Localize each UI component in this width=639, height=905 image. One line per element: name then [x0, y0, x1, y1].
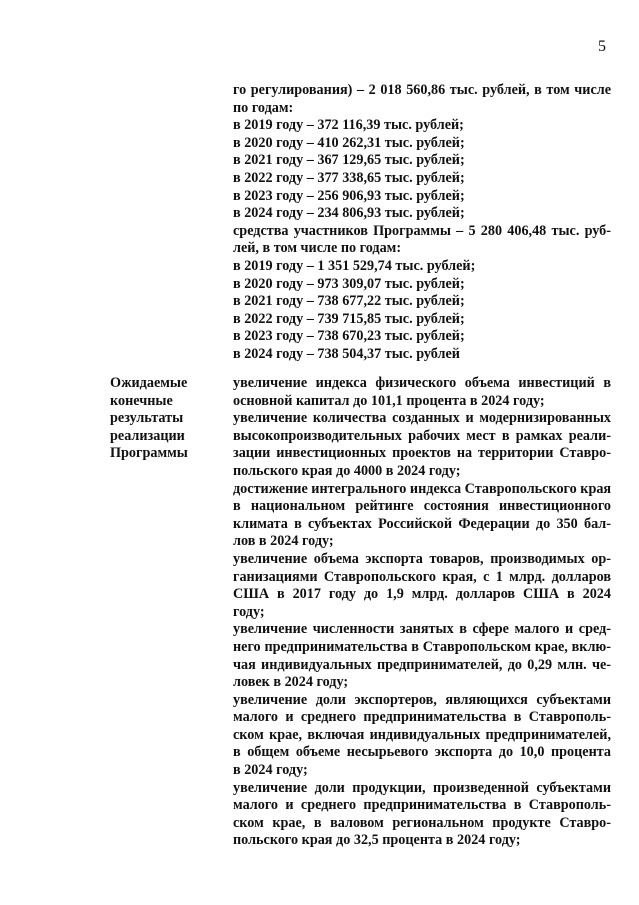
- label-line: реализации: [110, 427, 185, 444]
- text-line: ском крае, в валовом региональном продукте Ставро-: [233, 814, 611, 831]
- text-line: ловек в 2024 году;: [233, 674, 349, 691]
- label-line: результаты: [110, 410, 184, 427]
- text-line: в 2024 году – 234 806,93 тыс. рублей;: [233, 205, 465, 222]
- text-line: основной капитал до 101,1 процента в 2024 году;: [233, 392, 545, 409]
- label-line: конечные: [110, 392, 173, 409]
- text-line: увеличение объема экспорта товаров, производимых ор-: [233, 550, 611, 567]
- text-line: в 2020 году – 973 309,07 тыс. рублей;: [233, 275, 465, 292]
- text-line: него предпринимательства в Ставропольском крае, вклю-: [233, 638, 611, 655]
- text-line: в 2023 году – 256 906,93 тыс. рублей;: [233, 187, 465, 204]
- text-line: увеличение количества созданных и модернизированных: [233, 410, 611, 427]
- text-line: климата в субъектах Российской Федерации до 350 бал-: [233, 515, 611, 532]
- text-line: польского края до 4000 в 2024 году;: [233, 462, 461, 479]
- text-line: в 2022 году – 739 715,85 тыс. рублей;: [233, 310, 465, 327]
- text-line: лей, в том числе по годам:: [233, 240, 402, 257]
- text-line: ском крае, включая индивидуальных предпринимателей,: [233, 726, 611, 743]
- text-line: малого и среднего предпринимательства в Ставрополь-: [233, 797, 611, 814]
- result-item: [233, 551, 611, 621]
- text-line: увеличение индекса физического объема инвестиций в: [233, 375, 611, 391]
- result-item: [233, 375, 611, 410]
- text-line: в общем объеме несырьевого экспорта до 10,0 процента: [233, 744, 611, 761]
- text-line: ганизациями Ставропольского края, с 1 млрд. долларов: [233, 568, 611, 585]
- text-line: в 2024 году – 738 504,37 тыс. рублей: [233, 345, 460, 362]
- result-item: [233, 481, 611, 551]
- expected-results-label: [110, 375, 222, 463]
- text-line: польского края до 32,5 процента в 2024 году;: [233, 832, 521, 849]
- text-line: достижение интегрального индекса Ставропольского края: [233, 480, 612, 497]
- text-line: США в 2017 году до 1,9 млрд. долларов США в 2024: [233, 586, 611, 603]
- result-item: [233, 692, 611, 780]
- expected-results-text: [233, 375, 611, 850]
- text-line: увеличение численности занятых в сфере малого и сред-: [233, 621, 611, 638]
- text-line: по годам:: [233, 99, 294, 116]
- text-line: в 2019 году – 1 351 529,74 тыс. рублей;: [233, 257, 476, 274]
- result-item: [233, 621, 611, 691]
- text-line: в 2023 году – 738 670,23 тыс. рублей;: [233, 328, 465, 345]
- text-line: в 2021 году – 738 677,22 тыс. рублей;: [233, 293, 465, 310]
- text-line: средства участников Программы – 5 280 406,48 тыс. руб-: [233, 222, 611, 239]
- result-item: [233, 780, 611, 850]
- text-line: увеличение доли экспортеров, являющихся субъектами: [233, 691, 611, 708]
- result-item: [233, 410, 611, 480]
- text-line: в национальном рейтинге состояния инвестиционного: [233, 498, 611, 515]
- text-line: малого и среднего предпринимательства в Ставрополь-: [233, 709, 611, 726]
- text-line: увеличение доли продукции, произведенной субъектами: [233, 779, 611, 796]
- text-line: в 2022 году – 377 338,65 тыс. рублей;: [233, 169, 465, 186]
- financing-sources-text: [233, 82, 611, 364]
- text-line: году;: [233, 603, 265, 620]
- text-line: чая индивидуальных предпринимателей, до 0,29 млн. че-: [233, 656, 611, 673]
- text-line: в 2020 году – 410 262,31 тыс. рублей;: [233, 134, 465, 151]
- text-line: го регулирования) – 2 018 560,86 тыс. рублей, в том числе: [233, 82, 611, 98]
- label-line: Ожидаемые: [110, 375, 188, 391]
- text-line: зации инвестиционных проектов на территории Ставро-: [233, 445, 611, 462]
- page-number: 5: [598, 38, 606, 55]
- text-line: в 2019 году – 372 116,39 тыс. рублей;: [233, 117, 464, 134]
- text-line: в 2024 году;: [233, 762, 308, 779]
- text-line: высокопроизводительных рабочих мест в рамках реали-: [233, 427, 611, 444]
- text-line: в 2021 году – 367 129,65 тыс. рублей;: [233, 152, 465, 169]
- label-line: Программы: [110, 445, 188, 462]
- text-line: лов в 2024 году;: [233, 533, 334, 550]
